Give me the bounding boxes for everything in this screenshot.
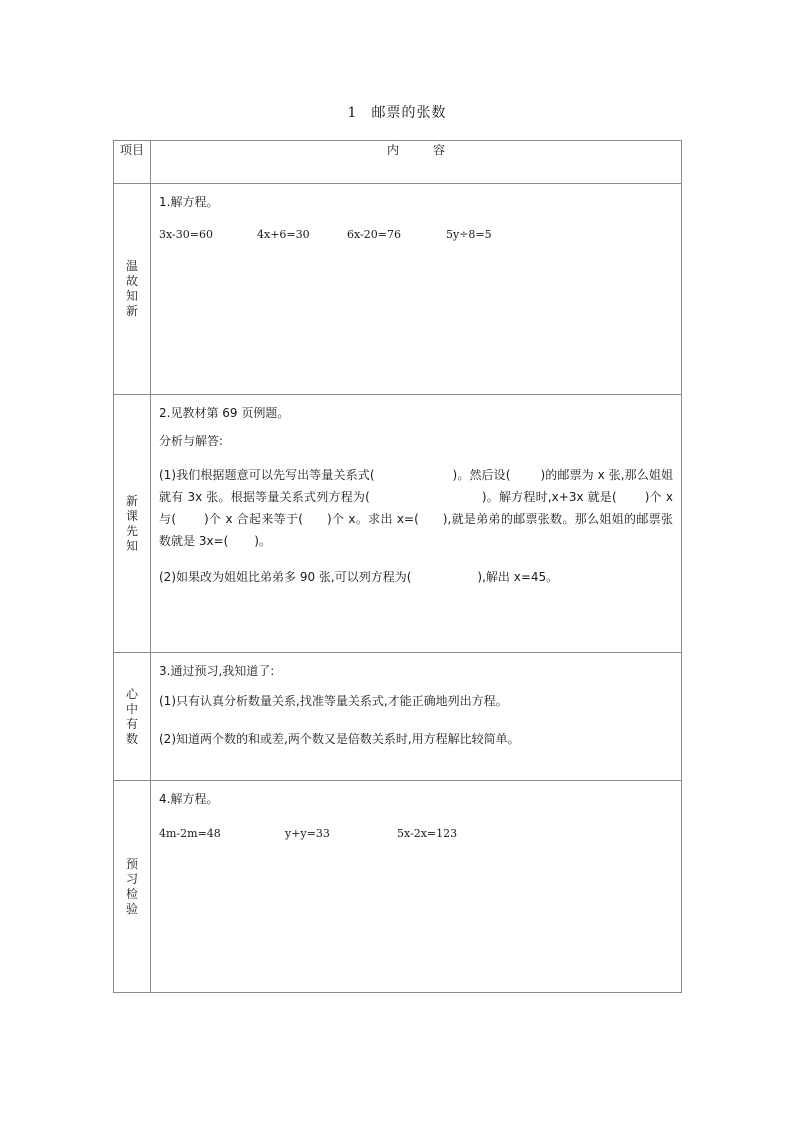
section-summary (114, 653, 682, 781)
question-2: 2.见教材第 69 页例题。 (159, 406, 290, 420)
question-4: 4.解方程。 (159, 792, 219, 806)
section-new-lesson (114, 395, 682, 653)
paragraph-2: (2)如果改为姐姐比弟弟多 90 张,可以列方程为( ),解出 x=45。 (159, 570, 559, 584)
equation: 3x-30=60 (159, 228, 213, 241)
section-label: 心 中 有 数 (114, 653, 151, 781)
header-item: 项目 (114, 141, 151, 184)
section-label: 温 故 知 新 (114, 184, 151, 395)
section-content (151, 653, 682, 781)
section-content (151, 395, 682, 653)
worksheet-table (113, 140, 682, 993)
summary-item: (2)知道两个数的和或差,两个数又是倍数关系时,用方程解比较简单。 (159, 732, 520, 746)
section-content (151, 781, 682, 993)
equation: 6x-20=76 (347, 228, 401, 241)
section-content (151, 184, 682, 395)
equation-list (159, 825, 673, 842)
section-check (114, 781, 682, 993)
section-label: 预 习 检 验 (114, 781, 151, 993)
equation: y+y=33 (285, 827, 330, 840)
header-content: 内容 (151, 141, 682, 184)
section-label: 新 课 先 知 (114, 395, 151, 653)
lesson-number: 1 (347, 105, 358, 121)
question-1: 1.解方程。 (159, 195, 219, 209)
equation: 5y÷8=5 (446, 228, 492, 241)
question-3: 3.通过预习,我知道了: (159, 664, 275, 678)
header-row (114, 141, 682, 184)
equation: 4m-2m=48 (159, 827, 221, 840)
equation-list (159, 226, 673, 243)
lesson-title: 邮票的张数 (371, 105, 447, 121)
equation: 5x-2x=123 (397, 827, 458, 840)
summary-item: (1)只有认真分析数量关系,找准等量关系式,才能正确地列出方程。 (159, 694, 508, 708)
analysis-label: 分析与解答: (159, 434, 224, 448)
page-title (0, 102, 794, 122)
paragraph-1: (1)我们根据题意可以先写出等量关系式( )。然后设( )的邮票为 x 张,那么姐姐就有 3x 张。根据等量关系式列方程为( )。解方程时,x+3x 就是( )个 x 与( )个 x 合起来等于( )个 x。求出 x=( ),就是弟弟的邮票张数。那么姐姐的邮票张数就是 3x=( )。 (159, 468, 674, 548)
section-review (114, 184, 682, 395)
equation: 4x+6=30 (257, 228, 310, 241)
